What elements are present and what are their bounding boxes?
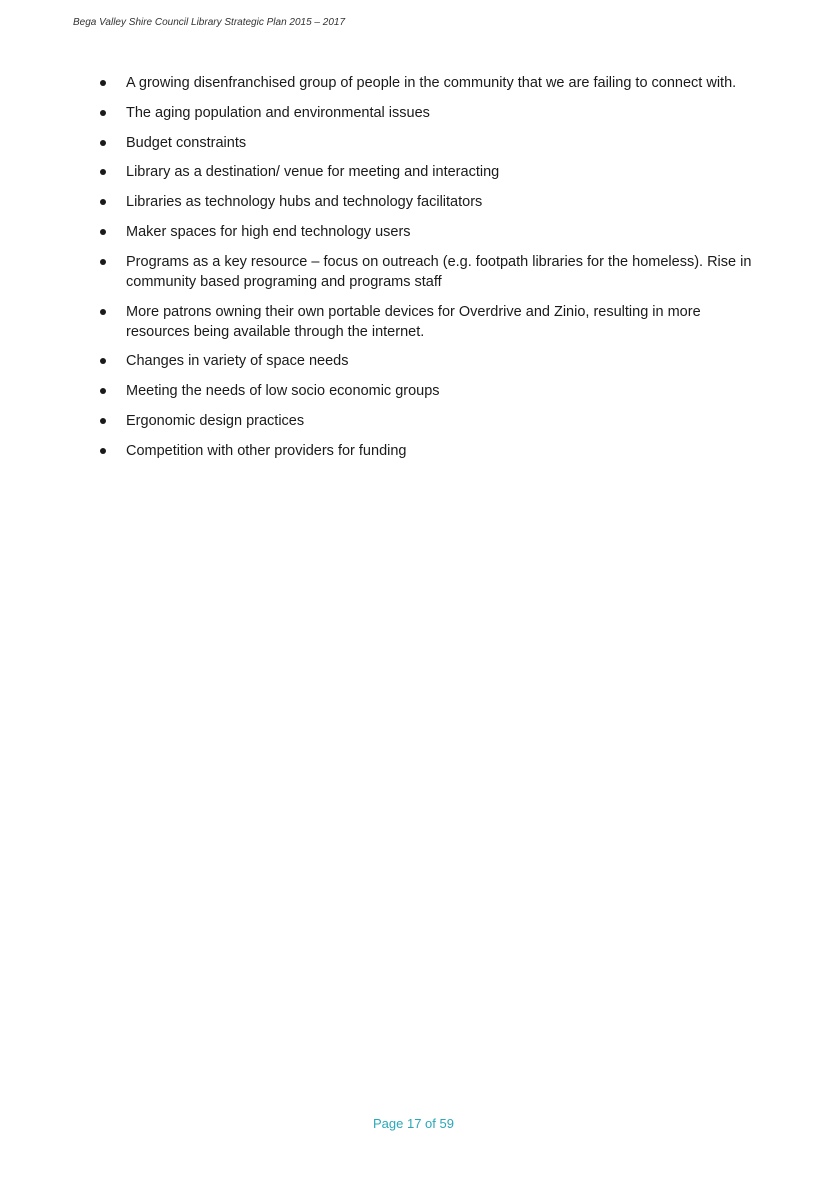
bullet-icon xyxy=(98,133,126,153)
bullet-icon xyxy=(98,381,126,401)
list-item-text: Changes in variety of space needs xyxy=(126,353,349,370)
list-item xyxy=(98,103,758,123)
running-header: Bega Valley Shire Council Library Strategic Plan 2015 – 2017 xyxy=(73,17,346,28)
list-item-text: The aging population and environmental issues xyxy=(126,104,430,121)
list-item xyxy=(98,351,758,371)
bullet-icon xyxy=(98,302,126,322)
list-item-text: Meeting the needs of low socio economic groups xyxy=(126,383,440,400)
bullet-icon xyxy=(98,162,126,182)
bullet-icon xyxy=(98,252,126,272)
bullet-icon xyxy=(98,411,126,431)
list-item-text: Library as a destination/ venue for meeting and interacting xyxy=(126,164,500,181)
bullet-list xyxy=(98,73,758,471)
page-number: Page 17 of 59 xyxy=(373,1116,454,1131)
bullet-icon xyxy=(98,73,126,93)
list-item-text: More patrons owning their own portable devices for Overdrive and Zinio, resulting in more resources being available through the internet. xyxy=(126,303,701,340)
bullet-icon xyxy=(98,192,126,212)
list-item-text: Competition with other providers for funding xyxy=(126,442,407,459)
list-item-text: Ergonomic design practices xyxy=(126,412,305,429)
list-item xyxy=(98,411,758,431)
list-item xyxy=(98,192,758,212)
list-item xyxy=(98,381,758,401)
list-item xyxy=(98,441,758,461)
bullet-icon xyxy=(98,441,126,461)
list-item xyxy=(98,133,758,153)
list-item-text: A growing disenfranchised group of people in the community that we are failing to connect with. xyxy=(126,75,737,91)
list-item xyxy=(98,162,758,182)
list-item-text: Libraries as technology hubs and technology facilitators xyxy=(126,194,483,211)
list-item-text: Budget constraints xyxy=(126,134,247,151)
bullet-icon xyxy=(98,222,126,242)
bullet-icon xyxy=(98,351,126,371)
bullet-icon xyxy=(98,103,126,123)
list-item xyxy=(98,222,758,242)
list-item-text: Programs as a key resource – focus on outreach (e.g. footpath libraries for the homeless). Rise in community based programing and programs staff xyxy=(126,253,752,290)
list-item xyxy=(98,302,758,342)
list-item xyxy=(98,73,758,93)
list-item xyxy=(98,252,758,292)
list-item-text: Maker spaces for high end technology users xyxy=(126,223,411,240)
